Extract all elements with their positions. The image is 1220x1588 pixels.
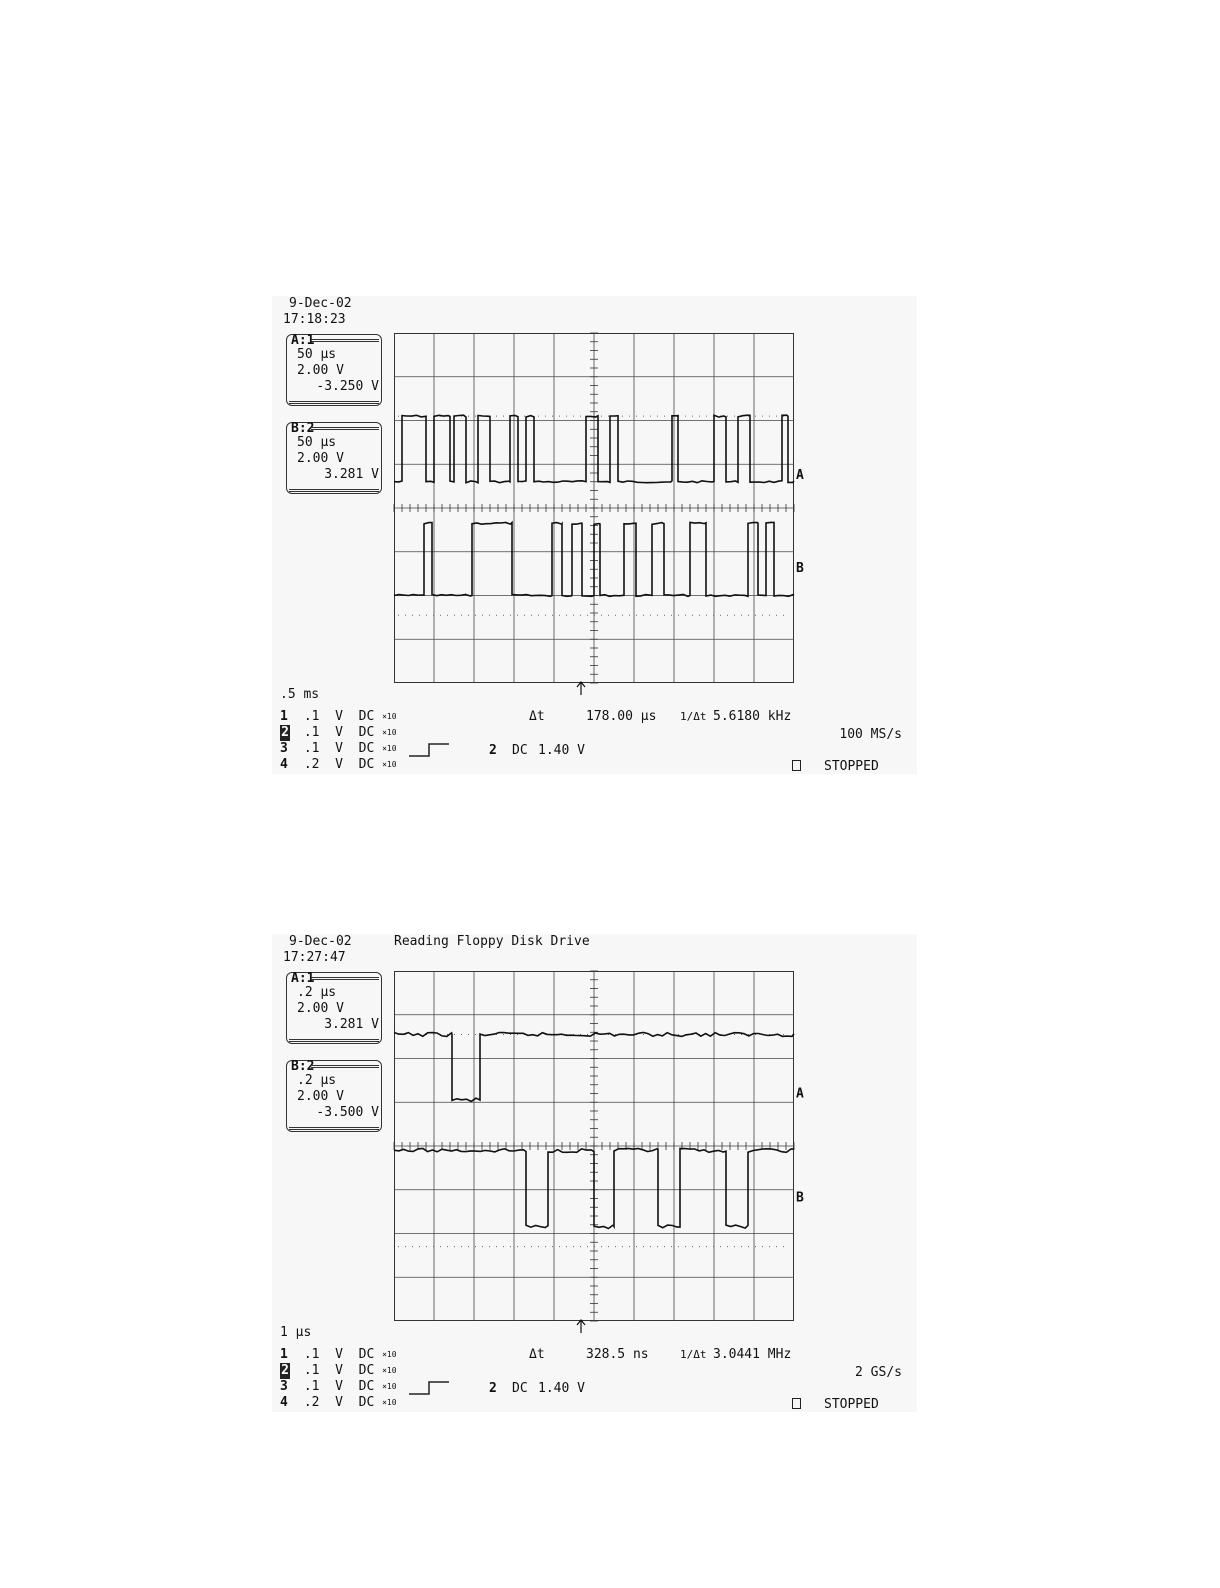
capture-date: 9-Dec-02: [289, 296, 352, 311]
run-stop-indicator-icon: [792, 760, 801, 771]
channel-number: 2: [281, 1363, 289, 1378]
channel-number: 3: [280, 1379, 288, 1394]
channel-b-label: B:2: [291, 1059, 315, 1074]
inverse-delta-label: 1/Δt: [680, 1348, 707, 1361]
channel-b-settings-box: [286, 1060, 382, 1132]
channel-b-volts: 2.00 V: [297, 451, 344, 466]
trigger-channel: 2: [489, 743, 497, 758]
acquisition-status: STOPPED: [824, 1397, 879, 1412]
delta-t-value: 328.5 ns: [586, 1347, 649, 1362]
run-stop-indicator-icon: [792, 1398, 801, 1409]
main-timebase: .5 ms: [280, 687, 320, 702]
probe-multiplier: ×10: [382, 712, 397, 721]
trigger-position-arrow-icon: [577, 682, 585, 695]
trigger-coupling: DC: [512, 1381, 528, 1396]
channel-row-2: [280, 725, 397, 741]
channel-number: 4: [280, 1395, 288, 1410]
trace-label-A: A: [796, 1086, 804, 1102]
trace-label-B: B: [796, 1190, 804, 1206]
channel-a-offset: -3.250 V: [316, 379, 379, 394]
channel-a-label: A:1: [291, 971, 315, 986]
channel-row-3: [280, 741, 397, 757]
channel-b-volts: 2.00 V: [297, 1089, 344, 1104]
channel-a-label: A:1: [291, 333, 315, 348]
channel-b-offset: 3.281 V: [324, 467, 379, 482]
trigger-level: 1.40 V: [538, 743, 585, 758]
probe-multiplier: ×10: [382, 1398, 397, 1407]
waveform-B: [394, 522, 794, 596]
probe-multiplier: ×10: [382, 1366, 397, 1375]
channel-row-4: [280, 757, 397, 773]
channel-row-1: [280, 1347, 397, 1363]
channel-a-offset: 3.281 V: [324, 1017, 379, 1032]
oscilloscope-capture-2: [272, 934, 917, 1412]
channel-b-settings-box: [286, 422, 382, 494]
channel-list: [280, 1347, 397, 1411]
channel-settings: .1 V DC: [296, 1347, 383, 1362]
channel-number: 3: [280, 741, 288, 756]
channel-number: 4: [280, 757, 288, 772]
trigger-position-arrow-icon: [577, 1320, 585, 1333]
oscilloscope-capture-1: [272, 296, 917, 774]
waveform-B: [394, 1148, 794, 1228]
waveform-grid: [394, 971, 804, 1321]
channel-settings: .1 V DC: [296, 741, 383, 756]
channel-number: 1: [280, 709, 288, 724]
channel-settings: .1 V DC: [296, 725, 383, 740]
sample-rate: 2 GS/s: [855, 1365, 902, 1380]
inverse-delta-value: 3.0441 MHz: [713, 1347, 792, 1362]
channel-settings: .2 V DC: [296, 757, 383, 772]
channel-row-2: [280, 1363, 397, 1379]
channel-row-4: [280, 1395, 397, 1411]
channel-a-timebase: .2 μs: [297, 985, 337, 1000]
channel-settings: .1 V DC: [296, 1379, 383, 1394]
channel-number: 2: [281, 725, 289, 740]
channel-row-1: [280, 709, 397, 725]
acquisition-status: STOPPED: [824, 759, 879, 774]
channel-a-settings-box: [286, 972, 382, 1044]
channel-b-timebase: .2 μs: [297, 1073, 337, 1088]
channel-a-settings-box: [286, 334, 382, 406]
trigger-level: 1.40 V: [538, 1381, 585, 1396]
main-timebase: 1 μs: [280, 1325, 312, 1340]
inverse-delta-label: 1/Δt: [680, 710, 707, 723]
probe-multiplier: ×10: [382, 1382, 397, 1391]
channel-a-timebase: 50 μs: [297, 347, 337, 362]
channel-list: [280, 709, 397, 773]
trigger-channel: 2: [489, 1381, 497, 1396]
channel-a-volts: 2.00 V: [297, 1001, 344, 1016]
probe-multiplier: ×10: [382, 1350, 397, 1359]
capture-time: 17:27:47: [283, 950, 346, 965]
capture-date: 9-Dec-02: [289, 934, 352, 949]
trace-label-B: B: [796, 561, 804, 577]
trace-label-A: A: [796, 468, 804, 484]
trigger-coupling: DC: [512, 743, 528, 758]
channel-b-timebase: 50 μs: [297, 435, 337, 450]
channel-number: 1: [280, 1347, 288, 1362]
probe-multiplier: ×10: [382, 728, 397, 737]
channel-a-volts: 2.00 V: [297, 363, 344, 378]
capture-title: Reading Floppy Disk Drive: [394, 934, 590, 949]
channel-settings: .2 V DC: [296, 1395, 383, 1410]
sample-rate: 100 MS/s: [839, 727, 902, 742]
waveform-grid: [394, 333, 804, 683]
trigger-edge-icon: [409, 742, 451, 758]
channel-settings: .1 V DC: [296, 1363, 383, 1378]
capture-time: 17:18:23: [283, 312, 346, 327]
probe-multiplier: ×10: [382, 760, 397, 769]
probe-multiplier: ×10: [382, 744, 397, 753]
channel-b-offset: -3.500 V: [316, 1105, 379, 1120]
delta-t-label: Δt: [529, 709, 545, 724]
channel-row-3: [280, 1379, 397, 1395]
delta-t-value: 178.00 μs: [586, 709, 657, 724]
delta-t-label: Δt: [529, 1347, 545, 1362]
trigger-edge-icon: [409, 1380, 451, 1396]
channel-b-label: B:2: [291, 421, 315, 436]
inverse-delta-value: 5.6180 kHz: [713, 709, 792, 724]
channel-settings: .1 V DC: [296, 709, 383, 724]
